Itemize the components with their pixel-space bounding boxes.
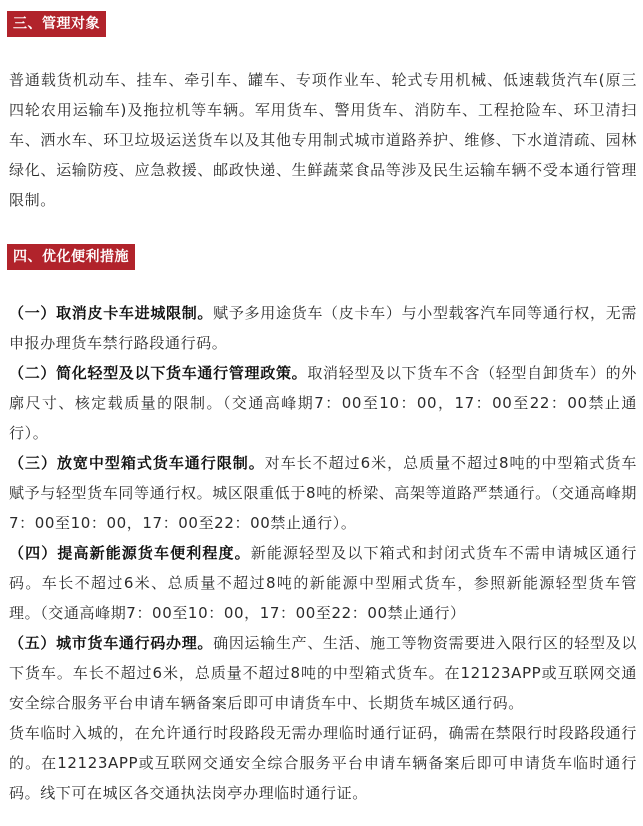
closing-paragraph: 货车临时入城的，在允许通行时段路段无需办理临时通行证码，确需在禁限行时段路段通行的。在12123APP或互联网交通安全综合服务平台申请车辆备案后即可申请货车临时通行码。线下可在城区各交通执法岗亭办理临时通行证。	[9, 724, 637, 802]
measure-item	[9, 448, 637, 538]
measure-item	[9, 538, 637, 628]
section-heading-management-objects: 三、管理对象	[7, 11, 106, 37]
measure-body: 确因运输生产、生活、施工等物资需要进入限行区的轻型及以下货车。车长不超过6米，总质量不超过8吨的中型箱式货车。在12123APP或互联网交通安全综合服务平台申请车辆备案后即可申请货车中、长期货车城区通行码。	[9, 634, 637, 712]
measure-body: 取消轻型及以下货车不含（轻型自卸货车）的外廓尺寸、核定载质量的限制。（交通高峰期7：00至10：00，17：00至22：00禁止通行）。	[9, 364, 637, 442]
measure-body: 对车长不超过6米，总质量不超过8吨的中型箱式货车赋予与轻型货车同等通行权。城区限重低于8吨的桥梁、高架等道路严禁通行。（交通高峰期7：00至10：00，17：00至22：00禁止通行）。	[9, 454, 637, 532]
section-heading-convenience-measures: 四、优化便利措施	[7, 244, 135, 270]
measure-body: 新能源轻型及以下箱式和封闭式货车不需申请城区通行码。车长不超过6米、总质量不超过8吨的新能源中型厢式货车，参照新能源轻型货车管理。（交通高峰期7：00至10：00，17：00至22：00禁止通行）	[9, 544, 637, 622]
measure-item	[9, 628, 637, 718]
measure-heading: （二）简化轻型及以下货车通行管理政策。	[9, 364, 308, 382]
management-objects-paragraph: 普通载货机动车、挂车、牵引车、罐车、专项作业车、轮式专用机械、低速载货汽车(原三四轮农用运输车)及拖拉机等车辆。军用货车、警用货车、消防车、工程抢险车、环卫清扫车、洒水车、环卫垃圾运送货车以及其他专用制式城市道路养护、维修、下水道清疏、园林绿化、运输防疫、应急救援、邮政快递、生鲜蔬菜食品等涉及民生运输车辆不受本通行管理限制。	[9, 71, 637, 209]
measure-heading: （三）放宽中型箱式货车通行限制。	[9, 454, 265, 472]
measure-heading: （四）提高新能源货车便利程度。	[9, 544, 251, 562]
measure-heading: （五）城市货车通行码办理。	[9, 634, 214, 652]
measure-item	[9, 298, 637, 358]
measure-heading: （一）取消皮卡车进城限制。	[9, 304, 214, 322]
measures-list	[9, 298, 637, 808]
measure-body: 赋予多用途货车（皮卡车）与小型载客汽车同等通行权，无需申报办理货车禁行路段通行码。	[9, 304, 637, 352]
measure-item	[9, 358, 637, 448]
